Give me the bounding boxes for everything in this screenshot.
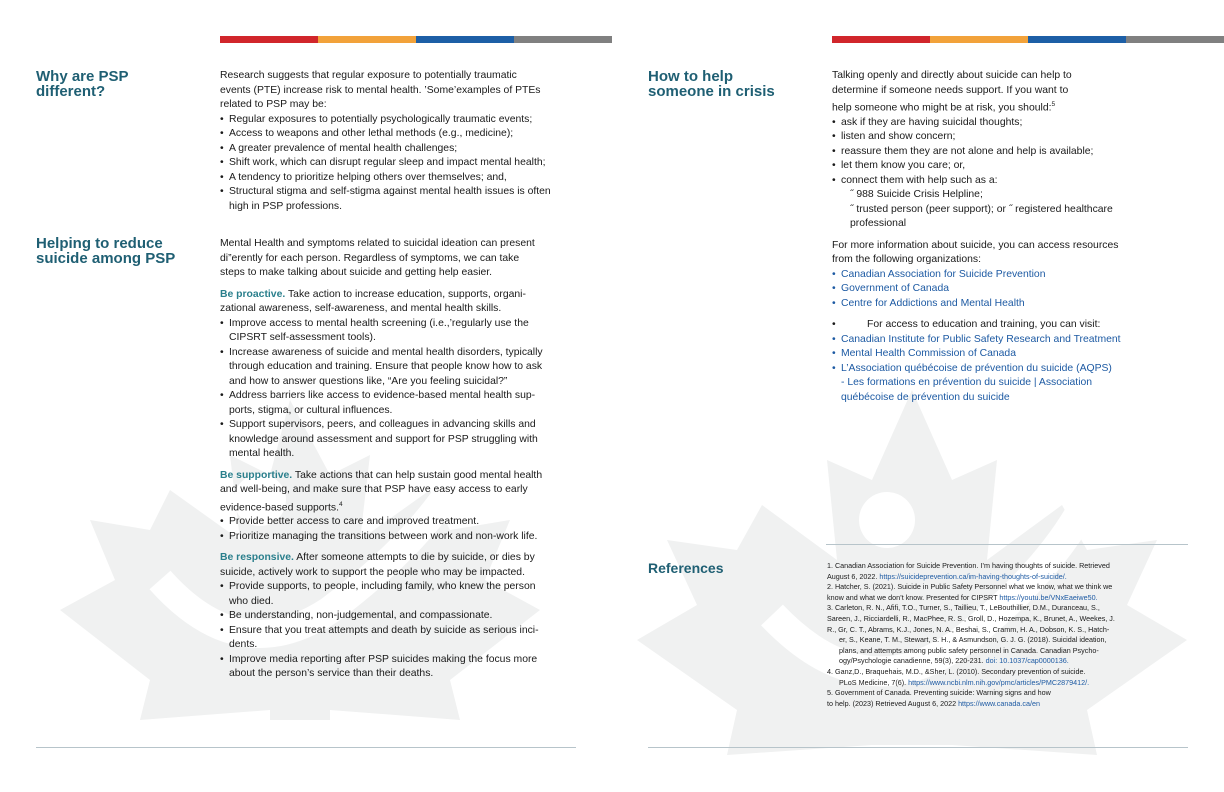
ref-text: know and what we don’t know. Presented for CIPSRT [827, 592, 1000, 602]
link-text[interactable]: québécoise de prévention du suicide [841, 391, 1010, 403]
ref-line: plans, and attempts among public safety personnel in Canada. Canadian Psycho- [839, 645, 1099, 655]
section-why-psp [220, 69, 600, 214]
item-text: ask if they are having suicidal thoughts; [841, 116, 1023, 128]
ref-text: August 6, 2022. [827, 571, 880, 581]
proactive-lead: Be proactive. [220, 288, 286, 300]
section-helping-reduce [220, 237, 600, 682]
footnote-ref: 4 [339, 500, 343, 508]
sub-item: ˝ trusted person (peer support); or ˝ registered healthcare [850, 203, 1113, 215]
item-text: reassure them they are not alone and help is available; [841, 145, 1094, 157]
org-link[interactable] [832, 268, 1202, 283]
item-text: • Support supervisors, peers, and colleagues in advancing skills and [229, 419, 536, 430]
intro-line: Research suggests that regular exposure to potentially traumatic [220, 70, 517, 81]
stripe-orange [930, 36, 1028, 43]
link-text[interactable]: Canadian Association for Suicide Prevention [841, 268, 1046, 280]
link-text[interactable]: - Les formations en prévention du suicide | Association [841, 377, 1093, 389]
ref-line [827, 572, 1189, 583]
org-link[interactable] [832, 282, 1202, 297]
section-how-to-help [832, 69, 1202, 405]
list-item [220, 346, 600, 390]
supportive-para [220, 469, 600, 484]
proactive-list [220, 317, 600, 462]
heading-line: someone in crisis [648, 83, 775, 100]
pte-list [220, 113, 600, 215]
link-text[interactable]: Centre for Addictions and Mental Health [841, 297, 1025, 309]
references-list [827, 561, 1189, 709]
intro-line: related to PSP may be: [220, 99, 327, 110]
list-item [220, 530, 600, 545]
edu-list [832, 318, 1202, 405]
ref-text: ogy/Psychologie canadienne, 59(3), 220-231. [839, 656, 986, 666]
list-item [832, 159, 1202, 174]
item-text: Shift work, which can disrupt regular sleep and impact mental health; [229, 157, 546, 168]
list-item [220, 624, 600, 653]
footer-rule [648, 747, 1188, 748]
list-item [832, 318, 1202, 333]
ref-link[interactable]: doi: 10.1037/cap0000136. [985, 656, 1069, 666]
item-text: Be understanding, non-judgemental, and compassionate. [229, 610, 493, 622]
list-item [832, 145, 1202, 160]
proactive-para [220, 288, 600, 303]
list-item [220, 389, 600, 418]
intro-line: steps to make talking about suicide and getting help easier. [220, 267, 493, 278]
list-item [220, 515, 600, 530]
ref-line [827, 699, 1189, 710]
sub-item: ˝ 988 Suicide Crisis Helpline; [850, 189, 983, 201]
item-text: about the person’s service than their deaths. [229, 668, 434, 680]
item-text: dents. [229, 639, 258, 651]
stripe-gray [514, 36, 612, 43]
heading-line: Helping to reduce [36, 235, 163, 252]
intro-line: events (PTE) increase risk to mental health. ’Some’examples of PTEs [220, 84, 541, 96]
item-text: A greater prevalence of mental health challenges; [229, 142, 458, 154]
item-text: mental health. [229, 448, 295, 459]
heading-line: suicide among PSP [36, 250, 176, 267]
item-text: Access to weapons and other lethal methods (e.g., medicine); [229, 128, 514, 139]
item-text: connect them with help such as a: [841, 174, 998, 186]
list-item [220, 653, 600, 682]
ref-text: PLoS Medicine, 7(6). [839, 677, 909, 687]
item-text: let them know you care; or, [841, 160, 966, 172]
heading-line: How to help [648, 68, 733, 85]
link-text[interactable]: Government of Canada [841, 283, 950, 295]
color-stripe [832, 36, 1224, 43]
footnote-ref: 5 [1051, 101, 1056, 108]
stripe-gray [1126, 36, 1224, 43]
heading-helping-reduce [36, 236, 175, 266]
ref-line: R., Gr, C. T., Abrams, K.J., Jones, N. A., Beshai, S., Cramm, H. A., Dobson, K. S., Hatch- [827, 624, 1110, 634]
link-text[interactable]: Mental Health Commission of Canada [841, 348, 1016, 360]
para-line [220, 498, 600, 516]
ref-line: 4. Ganz,D., Braquehais, M.D., &Sher, L. (2010). Secondary prevention of suicide. [827, 666, 1086, 676]
supportive-list [220, 515, 600, 544]
para-text: Take actions that can help sustain good mental health [292, 469, 543, 481]
ref-line [827, 678, 1189, 689]
ref-link[interactable]: https://www.ncbi.nlm.nih.gov/pmc/articles/PMC2879412/. [908, 677, 1090, 687]
item-text: Prioritize managing the transitions between work and non-work life. [229, 530, 538, 542]
item-text: Regular exposures to potentially psychologically traumatic events; [229, 113, 533, 125]
intro-line: Mental Health and symptoms related to suicidal ideation can present [220, 238, 535, 249]
list-item [220, 418, 600, 462]
intro-line: determine if someone needs support. If you want to [832, 84, 1069, 96]
item-text: who died. [229, 595, 274, 607]
list-item [220, 113, 600, 128]
edu-link[interactable] [832, 333, 1202, 348]
item-text: • Address barriers like access to evidence-based mental health sup- [229, 390, 536, 401]
ref-link[interactable]: https://youtu.be/VNxEaeiwe50. [999, 592, 1098, 602]
list-item [832, 130, 1202, 145]
item-text: knowledge around assessment and support for PSP struggling with [229, 433, 538, 445]
list-item [220, 317, 600, 346]
para-text: Take action to increase education, supports, organi- [285, 288, 526, 300]
para-line: zational awareness, self-awareness, and mental health skills. [220, 303, 502, 314]
references-rule [826, 544, 1188, 545]
ref-text: to help. (2023) Retrieved August 6, 2022 [827, 698, 959, 708]
para-text: After someone attempts to die by suicide, or dies by [293, 552, 535, 564]
item-text: • Increase awareness of suicide and mental health disorders, typically [229, 346, 543, 358]
stripe-red [832, 36, 930, 43]
org-list [832, 268, 1202, 312]
list-item [220, 171, 600, 186]
item-text: • Structural stigma and self-stigma against mental health issues is often [229, 186, 551, 197]
ref-line: Sareen, J., Ricciardelli, R., MacPhee, R. S., Groll, D., Hozempa, K., Brunet, A., Weekes, J. [827, 613, 1115, 623]
ref-link[interactable]: https://suicideprevention.ca/im-having-thoughts-of-suicide/. [879, 571, 1067, 581]
sub-item: professional [850, 218, 907, 230]
responsive-lead: Be responsive. [220, 552, 294, 564]
edu-link[interactable] [832, 362, 1202, 406]
item-text: For access to education and training, you can visit: [867, 319, 1101, 331]
list-item [220, 609, 600, 624]
heading-line: Why are PSP [36, 68, 129, 85]
ref-line: 5. Government of Canada. Preventing suicide: Warning signs and how [827, 688, 1051, 698]
edu-link[interactable] [832, 347, 1202, 362]
list-item [832, 116, 1202, 131]
item-text: • Improve access to mental health screening (i.e.,’regularly use the [229, 317, 529, 329]
ref-link[interactable]: https://www.canada.ca/en [958, 698, 1040, 708]
ref-line: 2. Hatcher, S. (2021). Suicide in Public Safety Personnel what we know, what we think we [827, 582, 1113, 592]
para-text: evidence-based supports. [220, 501, 339, 513]
para-line: and well-being, and make sure that PSP have easy access to early [220, 484, 528, 495]
ref-line: 1. Canadian Association for Suicide Prevention. I’m having thoughts of suicide. Retrieved [827, 561, 1110, 570]
heading-why-psp [36, 69, 129, 99]
ref-line [827, 593, 1189, 604]
ref-line: er, S., Keane, T. M., Stewart, S. H., & Asmundson, G. J. G. (2018). Suicidal ideation, [839, 635, 1107, 645]
item-text: and how to answer questions like, “Are you feeling suicidal?” [229, 375, 508, 387]
intro-line: di”erently for each person. Regardless of symptoms, we can take [220, 252, 520, 264]
list-item [220, 127, 600, 142]
supportive-lead: Be supportive. [220, 469, 293, 481]
item-text: Provide better access to care and improved treatment. [229, 516, 480, 528]
list-item [220, 185, 600, 214]
item-text: • Provide supports, to people, including family, who knew the person [229, 581, 536, 593]
item-text: through education and training. Ensure that people know how to ask [229, 361, 543, 372]
ref-line [827, 656, 1189, 667]
color-stripe [220, 36, 612, 43]
stripe-blue [1028, 36, 1126, 43]
intro-line: Talking openly and directly about suicide can help to [832, 70, 1072, 81]
item-text: CIPSRT self-assessment tools). [229, 332, 376, 343]
stripe-orange [318, 36, 416, 43]
list-item [220, 142, 600, 157]
item-text: high in PSP professions. [229, 200, 343, 212]
list-item [220, 156, 600, 171]
list-item [220, 580, 600, 609]
org-link[interactable] [832, 297, 1202, 312]
responsive-para [220, 551, 600, 566]
heading-references: References [648, 560, 724, 576]
intro-line [832, 98, 1202, 116]
ref-line: 3. Carleton, R. N., Afifi, T.O., Turner, S., Taillieu, T., LeBouthillier, D.M., Duranceau, S., [827, 603, 1100, 613]
info-line: from the following organizations: [832, 254, 982, 266]
item-text: ports, stigma, or cultural influences. [229, 404, 393, 416]
para-line: suicide, actively work to support the people who may be impacted. [220, 566, 525, 578]
item-text: • Improve media reporting after PSP suicides making the focus more [229, 653, 538, 665]
right-page [612, 0, 1224, 792]
info-line: For more information about suicide, you can access resources [832, 239, 1119, 251]
help-list [832, 116, 1202, 189]
footer-rule [36, 747, 576, 748]
heading-how-to-help [648, 69, 775, 99]
stripe-red [220, 36, 318, 43]
heading-line: different? [36, 83, 106, 100]
link-text[interactable]: Canadian Institute for Public Safety Research and Treatment [841, 333, 1121, 345]
stripe-blue [416, 36, 514, 43]
item-text: A tendency to prioritize helping others over themselves; and, [229, 171, 507, 183]
intro-text: help someone who might be at risk, you should: [832, 102, 1052, 114]
link-text[interactable]: • L’Association québécoise de prévention du suicide (AQPS) [841, 362, 1112, 374]
item-text: listen and show concern; [841, 131, 956, 143]
list-item [832, 174, 1202, 189]
responsive-list [220, 580, 600, 682]
item-text: • Ensure that you treat attempts and death by suicide as serious inci- [229, 624, 539, 636]
